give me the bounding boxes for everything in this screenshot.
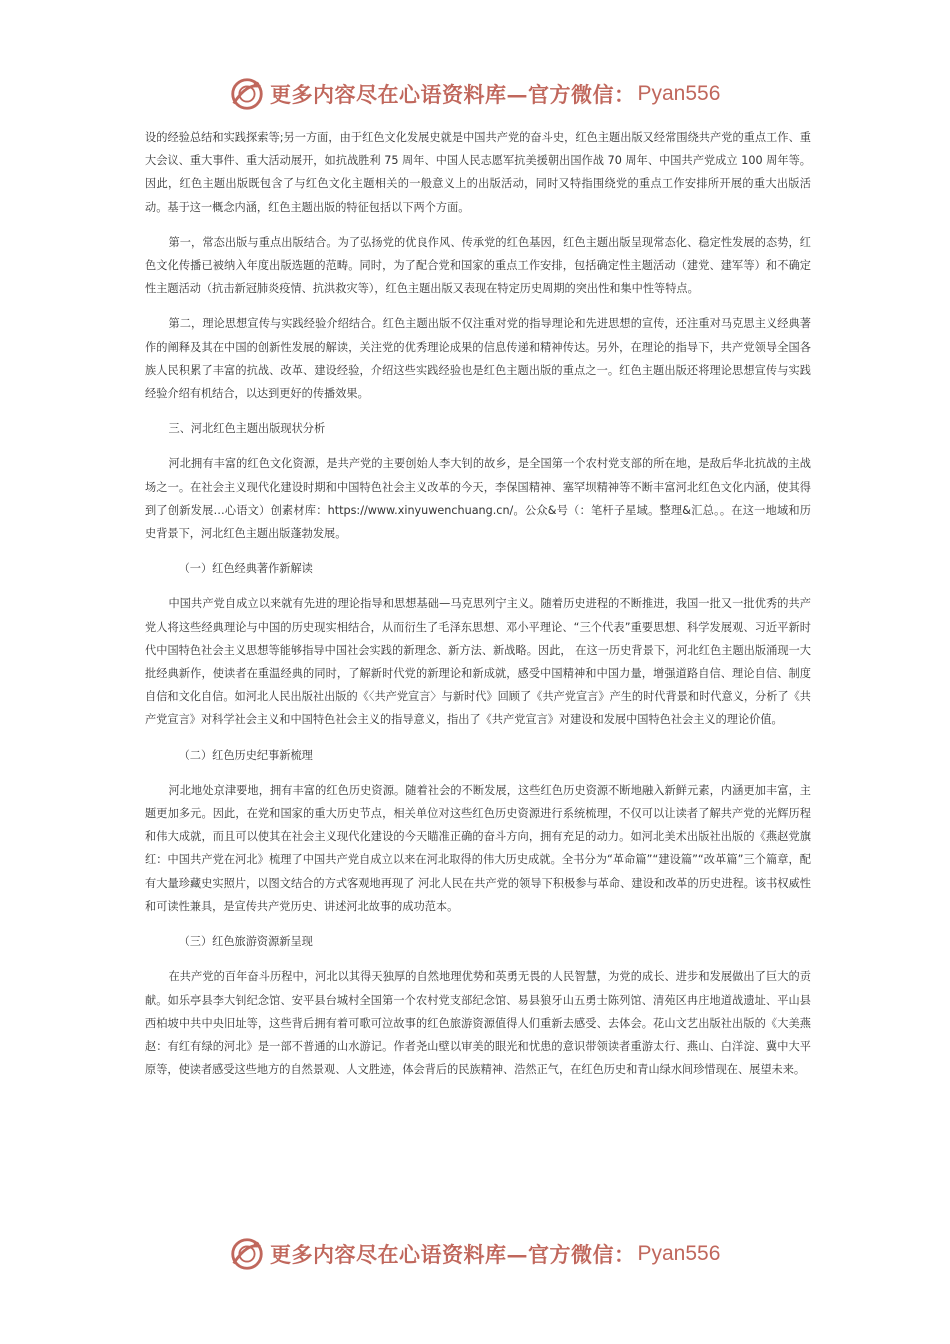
document-body <box>145 126 811 1093</box>
logo-icon <box>228 75 266 113</box>
paragraph: 在共产党的百年奋斗历程中，河北以其得天独厚的自然地理优势和英勇无畏的人民智慧，为党的成长、进步和发展做出了巨大的贡献。如乐亭县李大钊纪念馆、安平县台城村全国第一个农村党支部纪念馆、易县狼牙山五勇士陈列馆、清苑区冉庄地道战遗址、平山县西柏坡中共中央旧址等，这些背后拥有着可歌可泣故事的红色旅游资源值得人们重新去感受、去体会。花山文艺出版社出版的《大美燕赵：有红有绿的河北》是一部不普通的山水游记。作者尧山壁以审美的眼光和忧患的意识带领读者重游太行、燕山、白洋淀、冀中大平原等，使读者感受这些地方的自然景观、人文胜迹，体会背后的民族精神、浩然正气，在红色历史和青山绿水间珍惜现在、展望未来。 <box>145 970 811 1077</box>
paragraph: 第二，理论思想宣传与实践经验介绍结合。红色主题出版不仅注重对党的指导理论和先进思想的宣传，还注重对马克思主义经典著作的阐释及其在中国的创新性发展的解读，关注党的优秀理论成果的信息传递和精神传达。另外，在理论的指导下，共产党领导全国各族人民积累了丰富的抗战、改革、建设经验，介绍这些实践经验也是红色主题出版的重点之一。红色主题出版还将理论思想宣传与实践经验介绍有机结合，以达到更好的传播效果。 <box>145 317 811 401</box>
subsection-heading: （一）红色经典著作新解读 <box>178 562 313 576</box>
footer-banner <box>228 1234 748 1274</box>
subsection-heading: （三）红色旅游资源新呈现 <box>178 935 313 949</box>
logo-icon <box>228 1235 266 1273</box>
banner-wechat-id: Pyan556 <box>637 82 721 105</box>
paragraph: 中国共产党自成立以来就有先进的理论指导和思想基础—马克思列宁主义。随着历史进程的不断推进，我国一批又一批优秀的共产党人将这些经典理论与中国的历史现实相结合，从而衍生了毛泽东思想、邓小平理论、“三个代表”重要思想、科学发展观、习近平新时代中国特色社会主义思想等能够指导中国社会实践的新理念、新方法、新战略。因此， 在这一历史背景下，河北红色主题出版涌现一大批经典新作，使读者在重温经典的同时，了解新时代党的新理论和新成就，感受中国精神和中国力量，增强道路自信、理论自信、制度自信和文化自信。如河北人民出版社出版的《〈共产党宣言〉与新时代》回顾了《共产党宣言》产生的时代背景和时代意义，分析了《共产党宣言》对科学社会主义和中国特色社会主义的指导意义，指出了《共产党宣言》对建设和发展中国特色社会主义的理论价值。 <box>145 597 811 727</box>
banner-text: 更多内容尽在心语资料库—官方微信： <box>270 82 636 107</box>
header-banner <box>228 74 748 114</box>
paragraph: 河北地处京津要地，拥有丰富的红色历史资源。随着社会的不断发展，这些红色历史资源不断地融入新鲜元素，内涵更加丰富，主题更加多元。因此，在党和国家的重大历史节点，相关单位对这些红色历史资源进行系统梳理，不仅可以让读者了解共产党的光辉历程和伟大成就，而且可以使其在社会主义现代化建设的今天瞄准正确的奋斗方向，拥有充足的动力。如河北美术出版社出版的《燕赵党旗红：中国共产党在河北》梳理了中国共产党自成立以来在河北取得的伟大历史成就。全书分为“革命篇”“建设篇”“改革篇”三个篇章，配有大量珍藏史实照片，以图文结合的方式客观地再现了 河北人民在共产党的领导下积极参与革命、建设和改革的历史进程。该书权威性和可读性兼具，是宣传共产党历史、讲述河北故事的成功范本。 <box>145 783 811 913</box>
paragraph: 第一，常态出版与重点出版结合。为了弘扬党的优良作风、传承党的红色基因，红色主题出版呈现常态化、稳定性发展的态势，红色文化传播已被纳入年度出版选题的范畴。同时，为了配合党和国家的重点工作安排，包括确定性主题活动（建党、建军等）和不确定性主题活动（抗击新冠肺炎疫情、抗洪救灾等），红色主题出版又表现在特定历史周期的突出性和集中性等特点。 <box>145 235 811 296</box>
banner-text: 更多内容尽在心语资料库—官方微信： <box>270 1242 636 1267</box>
section-heading: 三、河北红色主题出版现状分析 <box>168 422 326 436</box>
banner-wechat-id: Pyan556 <box>637 1242 721 1265</box>
paragraph: 设的经验总结和实践探索等;另一方面，由于红色文化发展史就是中国共产党的奋斗史，红色主题出版又经常围绕共产党的重点工作、重大会议、重大事件、重大活动展开，如抗战胜利 75 周年、中国人民志愿军抗美援朝出国作战 70 周年、中国共产党成立 100 周年等。因此，红色主题出版既包含了与红色文化主题相关的一般意义上的出版活动，同时又特指围绕党的重点工作安排所开展的重大出版活动。基于这一概念内涵，红色主题出版的特征包括以下两个方面。 <box>145 131 811 214</box>
paragraph: 河北拥有丰富的红色文化资源，是共产党的主要创始人李大钊的故乡，是全国第一个农村党支部的所在地，是敌后华北抗战的主战场之一。在社会主义现代化建设时期和中国特色社会主义改革的今天，李保国精神、塞罕坝精神等不断丰富河北红色文化内涵，使其得到了创新发展…心语文）创素材库：https://www.xinyuwenchuang.cn/。公众&号（：笔杆子星域。整理&汇总。。在这一地域和历史背景下，河北红色主题出版蓬勃发展。 <box>145 457 811 541</box>
subsection-heading: （二）红色历史纪事新梳理 <box>178 748 313 762</box>
